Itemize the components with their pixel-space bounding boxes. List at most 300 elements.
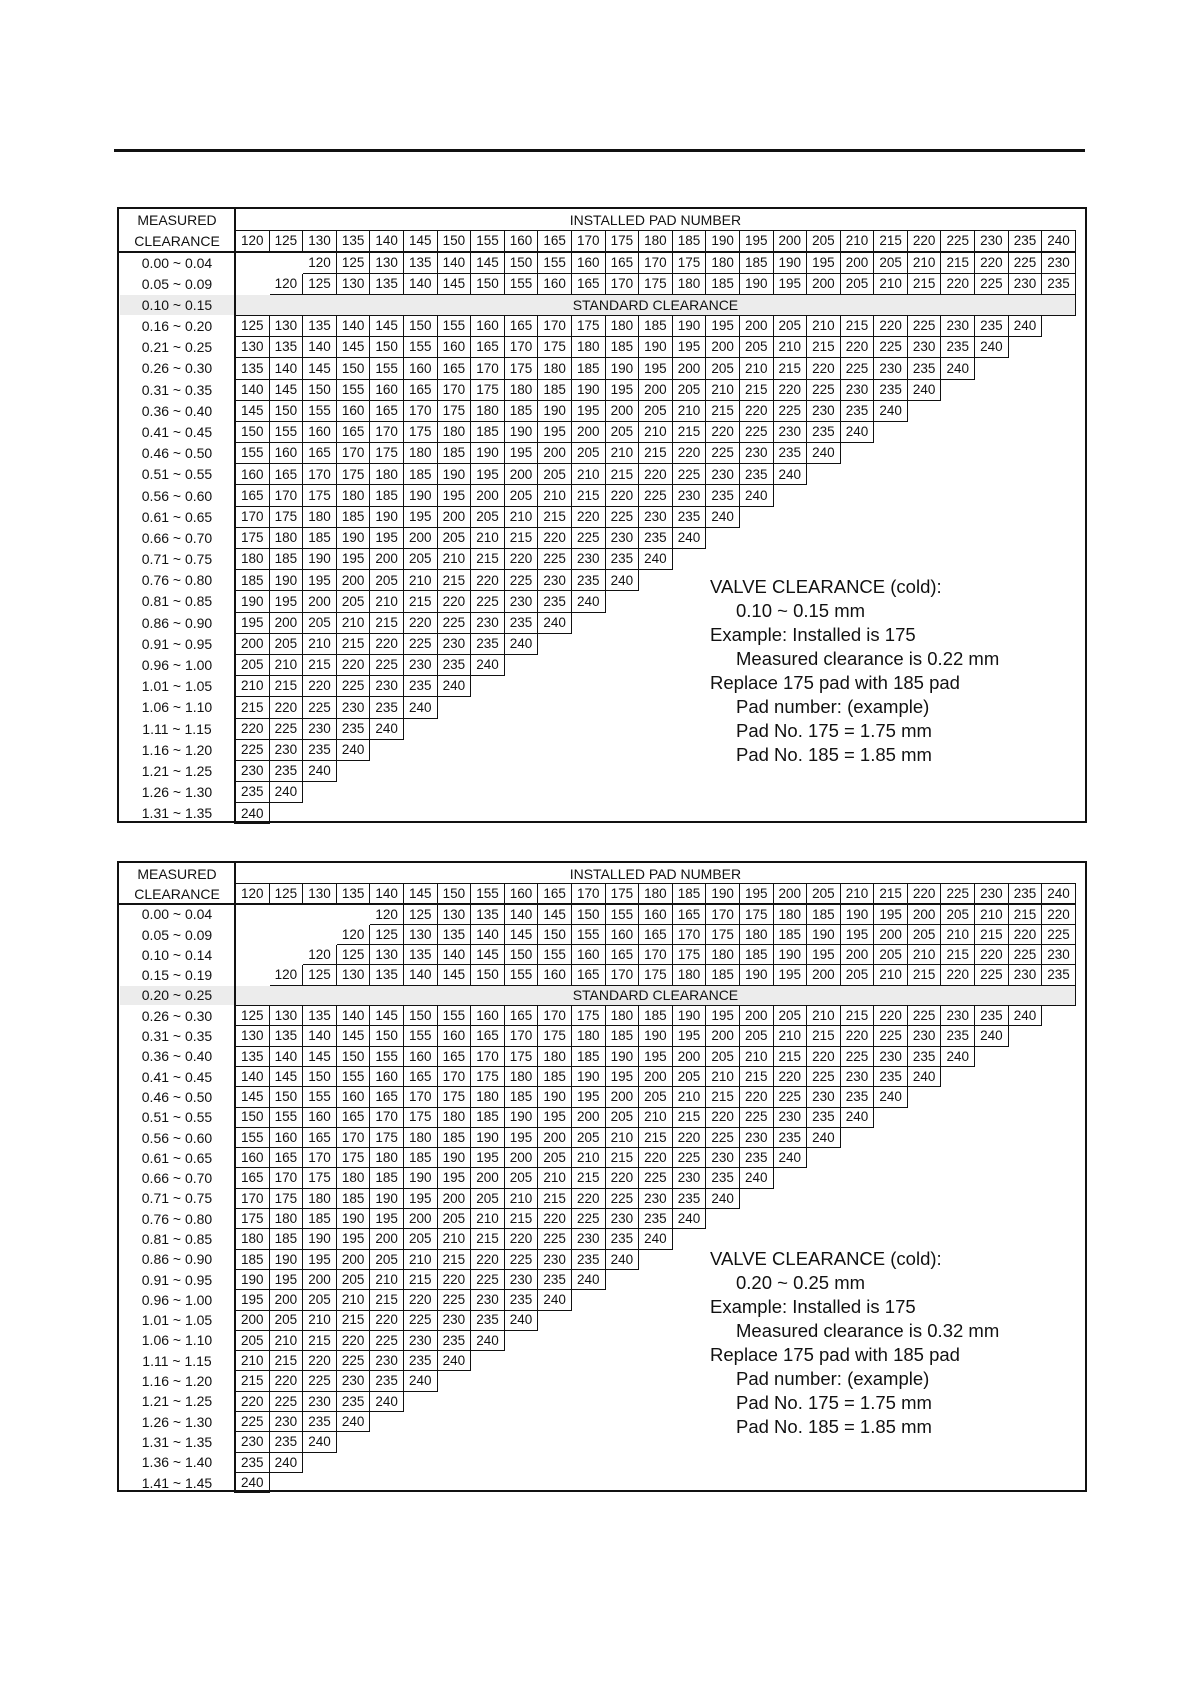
- empty-cell: [538, 1472, 572, 1492]
- replacement-pad-cell: 125: [336, 252, 370, 273]
- empty-cell: [1008, 421, 1042, 442]
- replacement-pad-cell: 155: [538, 252, 572, 273]
- replacement-pad-cell: 205: [874, 945, 908, 965]
- replacement-pad-cell: 225: [975, 273, 1009, 294]
- empty-cell: [1008, 549, 1042, 570]
- empty-cell: [975, 464, 1009, 485]
- replacement-pad-cell: 210: [571, 1148, 605, 1168]
- pad-number-header: 125: [269, 231, 303, 252]
- empty-cell: [437, 782, 471, 803]
- empty-cell: [941, 549, 975, 570]
- empty-cell: [504, 654, 538, 675]
- empty-cell: [1042, 379, 1076, 400]
- replacement-pad-cell: 210: [907, 252, 941, 273]
- pad-number-header: 135: [336, 231, 370, 252]
- empty-cell: [1008, 1452, 1042, 1472]
- replacement-pad-cell: 160: [303, 421, 337, 442]
- replacement-pad-cell: 230: [370, 676, 404, 697]
- replacement-pad-cell: 200: [437, 506, 471, 527]
- measured-clearance-range: 1.01 ~ 1.05: [120, 676, 236, 697]
- replacement-pad-cell: 145: [471, 252, 505, 273]
- replacement-pad-cell: 235: [303, 1412, 337, 1432]
- empty-cell: [739, 1472, 773, 1492]
- replacement-pad-cell: 210: [639, 421, 673, 442]
- measured-clearance-range: 0.10 ~ 0.15: [120, 294, 236, 315]
- replacement-pad-cell: 205: [941, 904, 975, 924]
- empty-cell: [672, 1391, 706, 1411]
- replacement-pad-cell: 235: [840, 1087, 874, 1107]
- replacement-pad-cell: 125: [370, 924, 404, 944]
- replacement-pad-cell: 165: [403, 1066, 437, 1086]
- installed-pad-header: INSTALLED PAD NUMBER: [235, 210, 1075, 231]
- replacement-pad-cell: 165: [269, 1148, 303, 1168]
- clearance-row: [120, 945, 1076, 965]
- replacement-pad-cell: 205: [706, 1046, 740, 1066]
- replacement-pad-cell: 220: [840, 337, 874, 358]
- note-title: VALVE CLEARANCE (cold):: [710, 576, 942, 597]
- empty-cell: [1008, 676, 1042, 697]
- chart-2-note: [710, 1247, 999, 1439]
- empty-cell: [538, 1330, 572, 1350]
- replacement-pad-cell: 225: [571, 1209, 605, 1229]
- replacement-pad-cell: 220: [639, 1148, 673, 1168]
- empty-cell: [907, 1087, 941, 1107]
- replacement-pad-cell: 190: [773, 252, 807, 273]
- empty-cell: [975, 1472, 1009, 1492]
- replacement-pad-cell: 225: [840, 358, 874, 379]
- empty-cell: [840, 549, 874, 570]
- empty-cell: [975, 485, 1009, 506]
- replacement-pad-cell: 225: [269, 718, 303, 739]
- replacement-pad-cell: 175: [672, 945, 706, 965]
- empty-cell: [437, 1452, 471, 1472]
- replacement-pad-cell: 175: [538, 1026, 572, 1046]
- replacement-pad-cell: 120: [370, 904, 404, 924]
- measured-clearance-range: 0.56 ~ 0.60: [120, 1127, 236, 1147]
- note-pad-number: Pad number: (example): [736, 1368, 930, 1389]
- replacement-pad-cell: 205: [538, 1148, 572, 1168]
- empty-cell: [739, 1452, 773, 1472]
- empty-cell: [571, 1310, 605, 1330]
- empty-cell: [571, 760, 605, 781]
- replacement-pad-cell: 210: [235, 1351, 269, 1371]
- replacement-pad-cell: 230: [269, 1412, 303, 1432]
- pad-number-header: 165: [538, 231, 572, 252]
- clearance-row: [120, 443, 1076, 464]
- measured-clearance-range: 0.86 ~ 0.90: [120, 1249, 236, 1269]
- replacement-pad-cell: 220: [739, 1087, 773, 1107]
- empty-cell: [639, 1391, 673, 1411]
- empty-cell: [874, 1472, 908, 1492]
- replacement-pad-cell: 215: [773, 358, 807, 379]
- measured-clearance-range: 0.71 ~ 0.75: [120, 1188, 236, 1208]
- replacement-pad-cell: 235: [538, 1269, 572, 1289]
- empty-cell: [840, 464, 874, 485]
- replacement-pad-cell: 185: [504, 1087, 538, 1107]
- empty-cell: [1008, 803, 1042, 824]
- empty-cell: [672, 549, 706, 570]
- empty-cell: [1042, 1026, 1076, 1046]
- replacement-pad-cell: 240: [773, 1148, 807, 1168]
- empty-cell: [840, 1168, 874, 1188]
- replacement-pad-cell: 145: [538, 904, 572, 924]
- replacement-pad-cell: 165: [639, 924, 673, 944]
- empty-cell: [739, 527, 773, 548]
- replacement-pad-cell: 230: [538, 1249, 572, 1269]
- empty-cell: [1008, 1391, 1042, 1411]
- replacement-pad-cell: 200: [403, 1209, 437, 1229]
- empty-cell: [336, 803, 370, 824]
- replacement-pad-cell: 185: [773, 924, 807, 944]
- replacement-pad-cell: 200: [370, 549, 404, 570]
- empty-cell: [975, 1066, 1009, 1086]
- replacement-pad-cell: 160: [605, 924, 639, 944]
- empty-cell: [1042, 1229, 1076, 1249]
- replacement-pad-cell: 230: [235, 760, 269, 781]
- replacement-pad-cell: 235: [907, 1046, 941, 1066]
- replacement-pad-cell: 200: [471, 1168, 505, 1188]
- measured-clearance-range: 0.00 ~ 0.04: [120, 904, 236, 924]
- empty-cell: [605, 782, 639, 803]
- replacement-pad-cell: 240: [571, 1269, 605, 1289]
- empty-cell: [739, 506, 773, 527]
- clearance-row: [120, 358, 1076, 379]
- replacement-pad-cell: 210: [538, 485, 572, 506]
- replacement-pad-cell: 205: [471, 506, 505, 527]
- replacement-pad-cell: 135: [370, 965, 404, 985]
- empty-cell: [1042, 570, 1076, 591]
- empty-cell: [504, 697, 538, 718]
- replacement-pad-cell: 235: [269, 1432, 303, 1452]
- empty-cell: [403, 1391, 437, 1411]
- replacement-pad-cell: 205: [605, 421, 639, 442]
- pad-number-header: 220: [907, 231, 941, 252]
- replacement-pad-cell: 190: [437, 1148, 471, 1168]
- replacement-pad-cell: 210: [370, 591, 404, 612]
- replacement-pad-cell: 235: [605, 1229, 639, 1249]
- replacement-pad-cell: 155: [504, 965, 538, 985]
- pad-number-header: 135: [336, 884, 370, 904]
- replacement-pad-cell: 160: [370, 379, 404, 400]
- replacement-pad-cell: 240: [639, 549, 673, 570]
- empty-cell: [504, 1391, 538, 1411]
- replacement-pad-cell: 225: [739, 1107, 773, 1127]
- empty-cell: [370, 739, 404, 760]
- empty-cell: [941, 506, 975, 527]
- replacement-pad-cell: 230: [504, 591, 538, 612]
- replacement-pad-cell: 200: [269, 1290, 303, 1310]
- replacement-pad-cell: 210: [403, 1249, 437, 1269]
- empty-cell: [571, 1330, 605, 1350]
- replacement-pad-cell: 205: [370, 570, 404, 591]
- replacement-pad-cell: 210: [874, 273, 908, 294]
- replacement-pad-cell: 225: [907, 1006, 941, 1026]
- replacement-pad-cell: 145: [471, 945, 505, 965]
- replacement-pad-cell: 155: [235, 443, 269, 464]
- empty-cell: [605, 739, 639, 760]
- replacement-pad-cell: 220: [1042, 904, 1076, 924]
- replacement-pad-cell: 160: [437, 337, 471, 358]
- replacement-pad-cell: 160: [269, 443, 303, 464]
- empty-cell: [672, 697, 706, 718]
- empty-cell: [605, 1269, 639, 1289]
- empty-cell: [1008, 1107, 1042, 1127]
- replacement-pad-cell: 190: [336, 1209, 370, 1229]
- replacement-pad-cell: 235: [336, 1391, 370, 1411]
- pad-number-header: 200: [773, 231, 807, 252]
- pad-number-header: 195: [739, 231, 773, 252]
- replacement-pad-cell: 205: [706, 358, 740, 379]
- replacement-pad-cell: 225: [269, 1391, 303, 1411]
- replacement-pad-cell: 235: [773, 443, 807, 464]
- replacement-pad-cell: 225: [370, 1330, 404, 1350]
- empty-cell: [874, 506, 908, 527]
- empty-cell: [571, 1290, 605, 1310]
- replacement-pad-cell: 195: [303, 1249, 337, 1269]
- empty-cell: [235, 252, 269, 273]
- replacement-pad-cell: 215: [807, 1026, 841, 1046]
- empty-cell: [1008, 1148, 1042, 1168]
- replacement-pad-cell: 165: [336, 421, 370, 442]
- replacement-pad-cell: 220: [471, 570, 505, 591]
- pad-number-header: 205: [807, 231, 841, 252]
- replacement-pad-cell: 160: [538, 273, 572, 294]
- replacement-pad-cell: 215: [471, 549, 505, 570]
- replacement-pad-cell: 140: [403, 965, 437, 985]
- replacement-pad-cell: 240: [739, 1168, 773, 1188]
- measured-clearance-range: 0.21 ~ 0.25: [120, 337, 236, 358]
- note-pad-number: Pad number: (example): [736, 696, 930, 717]
- empty-cell: [639, 718, 673, 739]
- clearance-row: [120, 1209, 1076, 1229]
- measured-clearance-range: 1.26 ~ 1.30: [120, 1412, 236, 1432]
- replacement-pad-cell: 180: [672, 965, 706, 985]
- replacement-pad-cell: 185: [739, 252, 773, 273]
- empty-cell: [1008, 1351, 1042, 1371]
- replacement-pad-cell: 230: [303, 1391, 337, 1411]
- empty-cell: [1008, 570, 1042, 591]
- empty-cell: [538, 1351, 572, 1371]
- empty-cell: [1042, 400, 1076, 421]
- replacement-pad-cell: 200: [739, 315, 773, 336]
- empty-cell: [739, 782, 773, 803]
- empty-cell: [1042, 739, 1076, 760]
- empty-cell: [1042, 527, 1076, 548]
- replacement-pad-cell: 200: [840, 252, 874, 273]
- replacement-pad-cell: 215: [706, 400, 740, 421]
- empty-cell: [571, 1391, 605, 1411]
- empty-cell: [706, 803, 740, 824]
- replacement-pad-cell: 215: [437, 570, 471, 591]
- replacement-pad-cell: 180: [370, 464, 404, 485]
- measured-clearance-range: 0.96 ~ 1.00: [120, 654, 236, 675]
- empty-cell: [874, 803, 908, 824]
- empty-cell: [907, 1168, 941, 1188]
- replacement-pad-cell: 150: [303, 1066, 337, 1086]
- clearance-row: [120, 337, 1076, 358]
- empty-cell: [336, 760, 370, 781]
- replacement-pad-cell: 205: [370, 1249, 404, 1269]
- replacement-pad-cell: 230: [504, 1269, 538, 1289]
- empty-cell: [672, 739, 706, 760]
- replacement-pad-cell: 175: [504, 358, 538, 379]
- replacement-pad-cell: 210: [269, 1330, 303, 1350]
- replacement-pad-cell: 225: [1008, 252, 1042, 273]
- pad-number-header: 195: [739, 884, 773, 904]
- replacement-pad-cell: 175: [437, 400, 471, 421]
- empty-cell: [1042, 633, 1076, 654]
- replacement-pad-cell: 135: [403, 252, 437, 273]
- empty-cell: [874, 1127, 908, 1147]
- replacement-pad-cell: 140: [269, 358, 303, 379]
- replacement-pad-cell: 225: [605, 1188, 639, 1208]
- replacement-pad-cell: 190: [235, 591, 269, 612]
- empty-cell: [807, 1209, 841, 1229]
- replacement-pad-cell: 170: [706, 904, 740, 924]
- replacement-pad-cell: 225: [403, 1310, 437, 1330]
- replacement-pad-cell: 195: [807, 252, 841, 273]
- replacement-pad-cell: 155: [370, 1046, 404, 1066]
- replacement-pad-cell: 200: [538, 443, 572, 464]
- measured-clearance-range: 1.11 ~ 1.15: [120, 1351, 236, 1371]
- empty-cell: [437, 697, 471, 718]
- valve-clearance-chart-1: [117, 207, 1087, 823]
- empty-cell: [975, 1168, 1009, 1188]
- replacement-pad-cell: 180: [336, 485, 370, 506]
- note-example: Example: Installed is 175: [710, 624, 916, 645]
- replacement-pad-cell: 220: [975, 252, 1009, 273]
- replacement-pad-cell: 210: [807, 315, 841, 336]
- replacement-pad-cell: 220: [941, 965, 975, 985]
- empty-cell: [571, 1351, 605, 1371]
- pad-number-header: 165: [538, 884, 572, 904]
- replacement-pad-cell: 150: [504, 945, 538, 965]
- replacement-pad-cell: 220: [303, 676, 337, 697]
- pad-number-header: 160: [504, 884, 538, 904]
- empty-cell: [975, 358, 1009, 379]
- empty-cell: [1042, 1127, 1076, 1147]
- replacement-pad-cell: 200: [807, 273, 841, 294]
- clearance-row: [120, 924, 1076, 944]
- replacement-pad-cell: 185: [269, 1229, 303, 1249]
- replacement-pad-cell: 200: [471, 485, 505, 506]
- replacement-pad-cell: 170: [504, 1026, 538, 1046]
- clearance-row: [120, 1107, 1076, 1127]
- replacement-pad-cell: 215: [672, 1107, 706, 1127]
- replacement-pad-cell: 225: [874, 1026, 908, 1046]
- empty-cell: [269, 924, 303, 944]
- replacement-pad-cell: 230: [639, 506, 673, 527]
- replacement-pad-cell: 230: [403, 1330, 437, 1350]
- replacement-pad-cell: 225: [840, 1046, 874, 1066]
- empty-cell: [975, 1188, 1009, 1208]
- empty-cell: [504, 1330, 538, 1350]
- replacement-pad-cell: 240: [303, 1432, 337, 1452]
- replacement-pad-cell: 180: [235, 1229, 269, 1249]
- replacement-pad-cell: 220: [336, 654, 370, 675]
- measured-clearance-range: 0.00 ~ 0.04: [120, 252, 236, 273]
- replacement-pad-cell: 220: [370, 633, 404, 654]
- replacement-pad-cell: 210: [672, 400, 706, 421]
- empty-cell: [941, 527, 975, 548]
- replacement-pad-cell: 225: [538, 549, 572, 570]
- replacement-pad-cell: 145: [504, 924, 538, 944]
- replacement-pad-cell: 225: [639, 1168, 673, 1188]
- empty-cell: [840, 485, 874, 506]
- replacement-pad-cell: 140: [235, 1066, 269, 1086]
- replacement-pad-cell: 185: [403, 464, 437, 485]
- empty-cell: [941, 464, 975, 485]
- replacement-pad-cell: 190: [303, 1229, 337, 1249]
- replacement-pad-cell: 160: [571, 252, 605, 273]
- empty-cell: [1008, 1249, 1042, 1269]
- clearance-row: [120, 1188, 1076, 1208]
- replacement-pad-cell: 190: [739, 273, 773, 294]
- empty-cell: [571, 1452, 605, 1472]
- measured-clearance-range: 0.66 ~ 0.70: [120, 1168, 236, 1188]
- replacement-pad-cell: 210: [471, 1209, 505, 1229]
- replacement-pad-cell: 235: [975, 315, 1009, 336]
- replacement-pad-cell: 180: [269, 527, 303, 548]
- replacement-pad-cell: 185: [336, 1188, 370, 1208]
- replacement-pad-cell: 150: [303, 379, 337, 400]
- empty-cell: [1042, 1371, 1076, 1391]
- replacement-pad-cell: 185: [269, 549, 303, 570]
- replacement-pad-cell: 240: [571, 591, 605, 612]
- empty-cell: [672, 676, 706, 697]
- empty-cell: [471, 1371, 505, 1391]
- replacement-pad-cell: 230: [941, 315, 975, 336]
- replacement-pad-cell: 230: [370, 1351, 404, 1371]
- empty-cell: [907, 1127, 941, 1147]
- replacement-pad-cell: 170: [471, 358, 505, 379]
- clearance-row: [120, 1127, 1076, 1147]
- replacement-pad-cell: 240: [739, 485, 773, 506]
- empty-cell: [773, 1209, 807, 1229]
- replacement-pad-cell: 240: [504, 1310, 538, 1330]
- pad-number-header: 145: [403, 884, 437, 904]
- empty-cell: [941, 485, 975, 506]
- replacement-pad-cell: 240: [941, 1046, 975, 1066]
- replacement-pad-cell: 185: [471, 421, 505, 442]
- empty-cell: [471, 1472, 505, 1492]
- empty-cell: [269, 252, 303, 273]
- replacement-pad-cell: 155: [538, 945, 572, 965]
- measured-clearance-range: 1.06 ~ 1.10: [120, 697, 236, 718]
- replacement-pad-cell: 205: [504, 485, 538, 506]
- empty-cell: [1042, 1351, 1076, 1371]
- replacement-pad-cell: 135: [235, 358, 269, 379]
- pad-number-header: 150: [437, 884, 471, 904]
- replacement-pad-cell: 160: [403, 358, 437, 379]
- replacement-pad-cell: 235: [941, 1026, 975, 1046]
- empty-cell: [1008, 760, 1042, 781]
- replacement-pad-cell: 210: [336, 612, 370, 633]
- replacement-pad-cell: 230: [571, 1229, 605, 1249]
- replacement-pad-cell: 225: [571, 527, 605, 548]
- empty-cell: [403, 718, 437, 739]
- replacement-pad-cell: 225: [370, 654, 404, 675]
- note-spec: 0.20 ~ 0.25 mm: [736, 1272, 866, 1293]
- empty-cell: [941, 1148, 975, 1168]
- empty-cell: [1042, 782, 1076, 803]
- replacement-pad-cell: 210: [605, 1127, 639, 1147]
- replacement-pad-cell: 130: [269, 1006, 303, 1026]
- measured-clearance-range: 1.01 ~ 1.05: [120, 1310, 236, 1330]
- replacement-pad-cell: 195: [571, 400, 605, 421]
- empty-cell: [1008, 506, 1042, 527]
- replacement-pad-cell: 155: [370, 358, 404, 379]
